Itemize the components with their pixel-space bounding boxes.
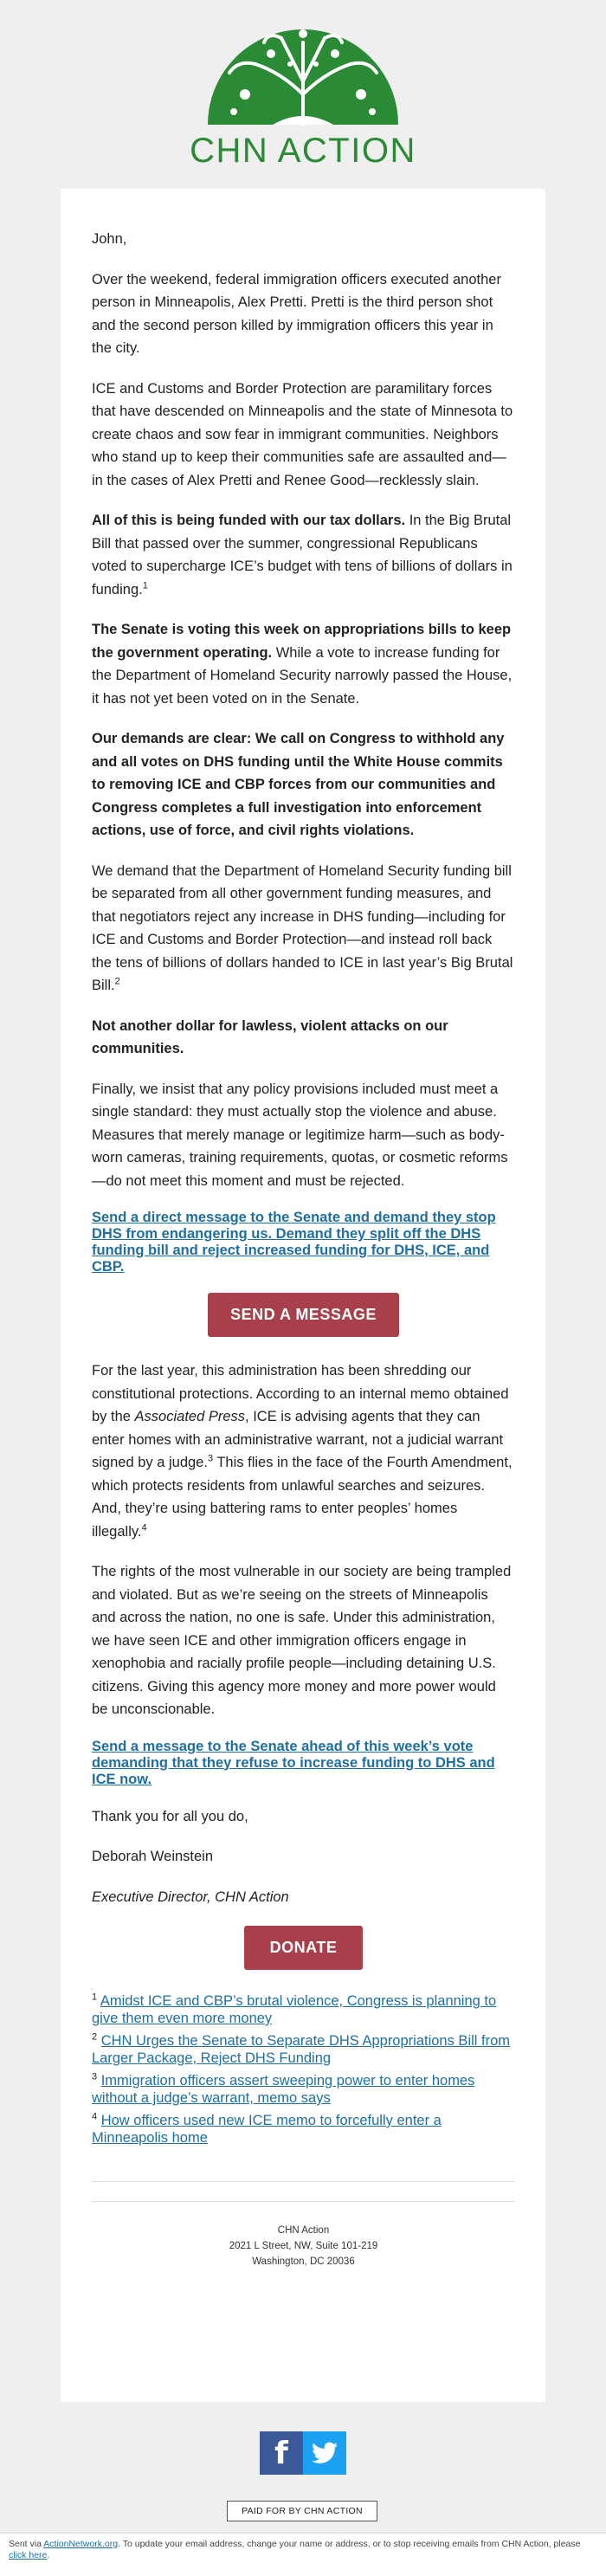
divider [92, 2181, 515, 2182]
paragraph-9 [92, 1359, 515, 1543]
tree-logo-icon [203, 12, 403, 126]
footnote-link-4[interactable]: How officers used new ICE memo to forcefully enter a Minneapolis home [92, 2113, 442, 2146]
greeting: John, [92, 231, 127, 247]
footnote-link-1[interactable]: Amidst ICE and CBP’s brutal violence, Congress is planning to give them even more money [92, 1993, 497, 2026]
twitter-bird-icon [312, 2442, 338, 2464]
address-line: CHN Action [277, 2225, 330, 2236]
paragraph-1: Over the weekend, federal immigration officers executed another person in Minneapolis, Alex Pretti. Pretti is the third person shot and the second person killed by immigration officers this year in the city. [92, 271, 501, 356]
header [0, 0, 606, 189]
footnote-item [92, 2072, 515, 2107]
email-card [61, 189, 545, 2402]
bottom-middle: . To update your email address, change your name or address, or to stop receiving emails from CHN Action, please [118, 2539, 581, 2549]
footnote-link-2[interactable]: CHN Urges the Senate to Separate DHS Appropriations Bill from Larger Package, Reject DHS Funding [92, 2033, 511, 2066]
paragraph-3 [92, 509, 515, 601]
bottom-bar [0, 2533, 606, 2576]
address-line: 2021 L Street, NW, Suite 101-219 [229, 2241, 378, 2251]
paragraph-6 [92, 860, 515, 997]
footnote-item [92, 2032, 515, 2067]
paragraph-10: The rights of the most vulnerable in our society are being trampled and violated. But as we’re seeing on the streets of Minneapolis and across the nation, no one is safe. Under this administration, we have seen ICE and other immigration officers engage in xenophobia and racially profile people—including detaining U.S. citizens. Giving this agency more money and more power would be unconscionable. [92, 1564, 512, 1717]
paragraph-8: Finally, we insist that any policy provisions included must meet a single standard: they must actually stop the violence and abuse. Measures that merely manage or legitimize harm—such as body-worn cameras, training requirements, quotas, or cosmetic reforms—do not meet this moment and must be rejected. [92, 1081, 508, 1189]
footnote-item [92, 2112, 515, 2147]
paragraph-4 [92, 618, 515, 710]
paragraph-7-bold: Not another dollar for lawless, violent attacks on our communities. [92, 1017, 448, 1056]
brand-name: CHN ACTION [190, 132, 416, 170]
paragraph-5-bold: Our demands are clear: We call on Congress to withhold any and all votes on DHS funding until the White House commits to removing ICE and CBP forces from our communities and Congress completes a full investigation into enforcement actions, use of force, and civil rights violations. [92, 731, 505, 838]
twitter-icon[interactable] [303, 2431, 346, 2475]
paragraph-6-text: We demand that the Department of Homeland Security funding bill be separated from all other government funding measures, and that negotiators reject any increase in DHS funding—including for ICE and Customs and Border Protection—and instead roll back the tens of billions of dollars handed to ICE in last year’s Big Brutal Bill. [92, 862, 513, 993]
mailing-address [92, 2202, 515, 2269]
unsubscribe-link[interactable]: click here [9, 2550, 48, 2560]
social-links [260, 2431, 346, 2475]
signature-title: Executive Director, CHN Action [92, 1888, 289, 1905]
send-message-wrap [92, 1293, 515, 1337]
footnote-ref-2: 2 [114, 976, 120, 987]
footnote-number: 3 [92, 2071, 98, 2082]
footnote-item [92, 1992, 515, 2027]
cta-link-senate-message[interactable]: Send a direct message to the Senate and demand they stop DHS from endangering us. Demand they split off the DHS funding bill and reject increased funding for DHS, ICE, and CBP. [92, 1210, 496, 1275]
send-message-button[interactable]: SEND A MESSAGE [208, 1293, 399, 1337]
footnote-number: 2 [92, 2031, 98, 2043]
footnote-ref-4: 4 [141, 1522, 147, 1533]
facebook-icon[interactable]: f [260, 2431, 303, 2475]
donate-button[interactable]: DONATE [244, 1926, 364, 1970]
footnote-ref-3: 3 [207, 1453, 214, 1464]
paragraph-9-text-c: This flies in the face of the Fourth Amendment, which protects residents from unlawful searches and seizures. And, they’re using battering rams to enter peoples’ homes illegally. [92, 1455, 513, 1540]
paragraph-9-text-b: , ICE is advising agents that they can enter homes with an administrative warrant, not a judicial warrant signed by a judge. [92, 1409, 504, 1470]
signature-name: Deborah Weinstein [92, 1849, 214, 1864]
paragraph-9-text-a: For the last year, this administration has been shredding our constitutional protections. According to an internal memo obtained by the [92, 1363, 509, 1424]
bottom-prefix: Sent via [9, 2539, 44, 2549]
donate-wrap [92, 1926, 515, 1970]
cta-link-senate-vote[interactable]: Send a message to the Senate ahead of this week’s vote demanding that they refuse to increase funding to DHS and ICE now. [92, 1738, 495, 1787]
footnotes [92, 1992, 515, 2147]
footnote-ref-1: 1 [142, 580, 148, 591]
paragraph-3-text: In the Big Brutal Bill that passed over the summer, congressional Republicans voted to supercharge ICE’s budget with tens of billions of dollars in funding. [92, 513, 513, 597]
email-body [61, 189, 545, 2269]
footnote-number: 1 [92, 1992, 98, 2003]
paragraph-7 [92, 1015, 515, 1061]
footnote-number: 4 [92, 2111, 98, 2122]
paragraph-4-bold: The Senate is voting this week on appropriations bills to keep the government operating. [92, 622, 512, 661]
bottom-suffix: . [47, 2550, 50, 2560]
paragraph-4-text: While a vote to increase funding for the Department of Homeland Security narrowly passed the House, it has not yet been voted on in the Senate. [92, 644, 513, 707]
paid-for-box: PAID FOR BY CHN ACTION [227, 2501, 377, 2521]
paragraph-5 [92, 727, 515, 843]
paragraph-3-bold: All of this is being funded with our tax dollars. [92, 513, 406, 528]
footnote-link-3[interactable]: Immigration officers assert sweeping power to enter homes without a judge’s warrant, memo says [92, 2073, 475, 2106]
address-line: Washington, DC 20036 [252, 2256, 355, 2267]
actionnetwork-link[interactable]: ActionNetwork.org [43, 2539, 119, 2549]
associated-press-italic: Associated Press [134, 1409, 246, 1424]
paragraph-2: ICE and Customs and Border Protection are paramilitary forces that have descended on Minneapolis and the state of Minnesota to create chaos and sow fear in immigrant communities. Neighbors who stand up to keep their communities safe are assaulted and—in the cases of Alex Pretti and Renee Good—recklessly slain. [92, 380, 513, 488]
thanks: Thank you for all you do, [92, 1808, 248, 1824]
